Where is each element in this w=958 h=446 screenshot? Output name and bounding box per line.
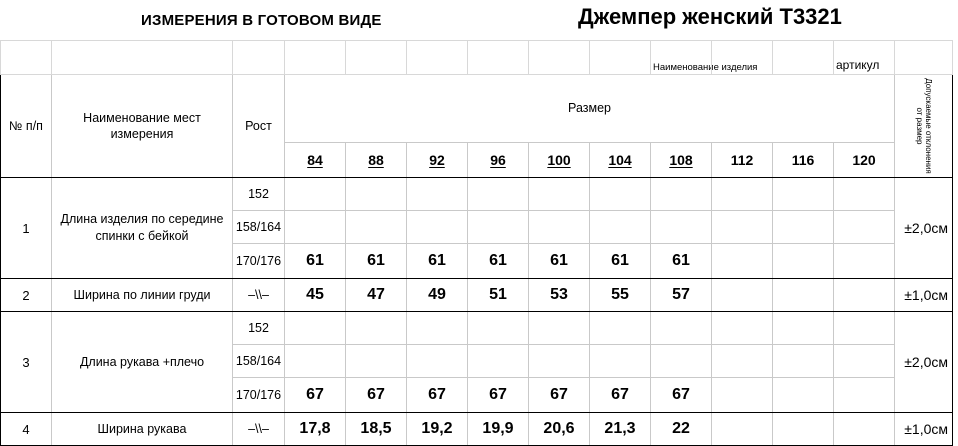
rost-value: 170/176: [233, 244, 285, 279]
measure-cell: 18,5: [346, 413, 407, 446]
measure-cell: 53: [529, 279, 590, 312]
col-header-place: Наименование мест измерения: [52, 75, 233, 178]
measure-cell: 67: [285, 378, 346, 413]
measure-cell: [651, 345, 712, 378]
measure-cell: 67: [590, 378, 651, 413]
rost-value: 152: [233, 312, 285, 345]
measure-cell: 45: [285, 279, 346, 312]
measure-cell: [407, 178, 468, 211]
measure-cell: [834, 378, 895, 413]
size-label: 88: [368, 151, 384, 168]
tolerance-value: ±1,0см: [895, 279, 953, 312]
measure-cell: [407, 345, 468, 378]
measure-cell: [712, 244, 773, 279]
rost-value: 152: [233, 178, 285, 211]
measure-cell: [651, 312, 712, 345]
measure-cell: [468, 345, 529, 378]
size-header-112: [712, 142, 773, 177]
tolerance-header-text: Допускаемые отклонения от размер: [914, 78, 933, 174]
measurement-place: Ширина рукава: [52, 413, 233, 446]
measure-cell: 61: [285, 244, 346, 279]
size-header-120: [834, 142, 895, 177]
measure-cell: [773, 211, 834, 244]
rost-value: 170/176: [233, 378, 285, 413]
row-number: 1: [1, 178, 52, 279]
measure-cell: [712, 345, 773, 378]
measurement-place: Ширина по линии груди: [52, 279, 233, 312]
measure-cell: [773, 244, 834, 279]
row-number: 2: [1, 279, 52, 312]
size-label: 120: [852, 151, 876, 168]
size-header-100: [529, 142, 590, 177]
measurement-place: Длина изделия по середине спинки с бейкой: [52, 178, 233, 279]
measure-cell: [773, 312, 834, 345]
item-name-label: Наименование изделия: [653, 62, 758, 73]
measurement-place: Длина рукава +плечо: [52, 312, 233, 413]
measure-cell: [285, 312, 346, 345]
size-label: 92: [429, 151, 445, 168]
measure-cell: 57: [651, 279, 712, 312]
measure-cell: [346, 312, 407, 345]
measure-cell: [773, 345, 834, 378]
measure-cell: [285, 345, 346, 378]
measure-cell: 55: [590, 279, 651, 312]
rost-value: –\\–: [233, 413, 285, 446]
table-row: [1, 413, 953, 446]
measure-cell: [834, 413, 895, 446]
measure-cell: [529, 178, 590, 211]
measure-cell: [346, 211, 407, 244]
table-row: [1, 312, 953, 345]
measure-cell: 17,8: [285, 413, 346, 446]
row-number: 4: [1, 413, 52, 446]
measure-cell: [468, 178, 529, 211]
measure-cell: [590, 178, 651, 211]
size-header-108: [651, 142, 712, 177]
measure-cell: 67: [346, 378, 407, 413]
table-row: [1, 178, 953, 211]
measure-cell: 67: [468, 378, 529, 413]
measure-cell: [834, 178, 895, 211]
size-header-96: [468, 142, 529, 177]
measure-cell: [712, 279, 773, 312]
rost-value: 158/164: [233, 211, 285, 244]
article-label: артикул: [836, 58, 880, 72]
size-header-116: [773, 142, 834, 177]
row-number: 3: [1, 312, 52, 413]
measure-cell: [773, 178, 834, 211]
col-header-razmer: Размер: [285, 75, 895, 143]
measure-cell: [468, 211, 529, 244]
header-row-top: [1, 75, 953, 143]
measure-cell: [468, 312, 529, 345]
measurement-table: [0, 40, 953, 446]
measure-cell: [712, 178, 773, 211]
measure-cell: [712, 211, 773, 244]
measure-cell: 21,3: [590, 413, 651, 446]
table-row: [1, 279, 953, 312]
size-label: 84: [307, 151, 323, 168]
measure-cell: [834, 211, 895, 244]
measure-cell: [407, 312, 468, 345]
measure-cell: [346, 345, 407, 378]
rost-value: 158/164: [233, 345, 285, 378]
measure-cell: [712, 312, 773, 345]
measure-cell: [712, 413, 773, 446]
measure-cell: 67: [651, 378, 712, 413]
size-label: 104: [608, 151, 632, 168]
size-label: 112: [730, 151, 754, 168]
measure-cell: 61: [346, 244, 407, 279]
measure-cell: [285, 211, 346, 244]
measure-cell: [834, 244, 895, 279]
measure-cell: [834, 345, 895, 378]
measure-cell: 67: [407, 378, 468, 413]
tolerance-value: ±2,0см: [895, 178, 953, 279]
measure-cell: [834, 312, 895, 345]
measure-cell: [590, 312, 651, 345]
measure-cell: 61: [407, 244, 468, 279]
measure-cell: 61: [651, 244, 712, 279]
measure-cell: 61: [590, 244, 651, 279]
measure-cell: [529, 312, 590, 345]
measure-cell: [285, 178, 346, 211]
size-header-92: [407, 142, 468, 177]
measure-cell: 61: [529, 244, 590, 279]
measure-cell: 67: [529, 378, 590, 413]
measure-cell: [773, 413, 834, 446]
measure-cell: [407, 211, 468, 244]
measure-cell: [590, 211, 651, 244]
measure-cell: [651, 211, 712, 244]
measure-cell: 51: [468, 279, 529, 312]
measure-cell: 49: [407, 279, 468, 312]
col-header-rost: Рост: [233, 75, 285, 178]
measure-cell: [529, 345, 590, 378]
product-title: Джемпер женский Т3321: [578, 4, 842, 29]
measure-cell: 22: [651, 413, 712, 446]
size-header-88: [346, 142, 407, 177]
spacer-row: [1, 41, 953, 75]
measure-cell: 19,9: [468, 413, 529, 446]
measure-cell: [651, 178, 712, 211]
col-header-tolerance: [895, 75, 953, 178]
measure-cell: [590, 345, 651, 378]
size-label: 96: [490, 151, 506, 168]
measure-cell: [773, 279, 834, 312]
col-header-num: № п/п: [1, 75, 52, 178]
measure-cell: [346, 178, 407, 211]
size-label: 116: [791, 151, 815, 168]
tolerance-value: ±1,0см: [895, 413, 953, 446]
size-header-104: [590, 142, 651, 177]
measure-cell: 20,6: [529, 413, 590, 446]
tolerance-value: ±2,0см: [895, 312, 953, 413]
size-label: 100: [547, 151, 571, 168]
measure-cell: 47: [346, 279, 407, 312]
measure-cell: [529, 211, 590, 244]
measure-cell: [712, 378, 773, 413]
measure-cell: [834, 279, 895, 312]
size-label: 108: [669, 151, 693, 168]
size-header-84: [285, 142, 346, 177]
measure-cell: 19,2: [407, 413, 468, 446]
measure-cell: [773, 378, 834, 413]
measure-cell: 61: [468, 244, 529, 279]
rost-value: –\\–: [233, 279, 285, 312]
sheet-title: ИЗМЕРЕНИЯ В ГОТОВОМ ВИДЕ: [141, 12, 382, 29]
